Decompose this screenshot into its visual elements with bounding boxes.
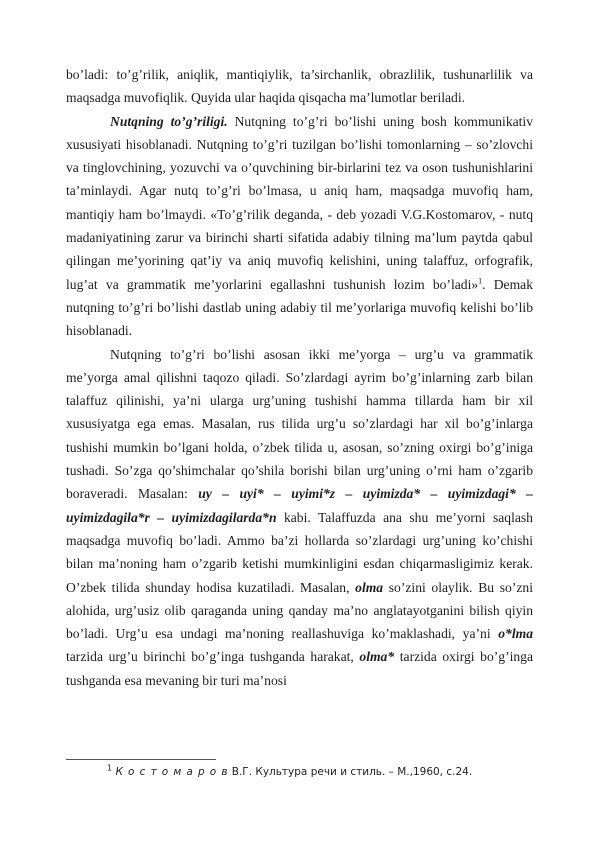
paragraph-text: tarzida urg’u birinchi bo’g’inga tushganda harakat, (66, 649, 360, 665)
paragraph-text: kabi. Talaffuzda ana shu me’yorni saqlash maqsadga muvofiq bo’ladi. Ammo ba’zi hollarda so’zlardagi urg’uning ko’chishi bilan ma’noning ham o’zgarib ketishi mumkinligini esdan chiqarmasligimiz kerak. O’zbek tilida shunday hodisa kuzatiladi. Masalan, (66, 509, 533, 595)
body-text (66, 63, 533, 692)
footnote (107, 763, 473, 778)
paragraph-continuation (66, 63, 533, 110)
paragraph-text: so’zini olaylik. Bu so’zni alohida, urg’usiz olib qaraganda uning qanday ma’no anglatayotganini bilish qiyin bo’ladi. Urg’u esa undagi ma’noning reallashuviga ko’maklashadi, ya’ni (66, 579, 533, 642)
section-heading: Nutqning to’g’riligi. (110, 113, 228, 129)
example-word-olma-first-stress: o*lma (498, 626, 533, 642)
paragraph-text: Nutqning to’g’ri bo’lishi asosan ikki me’yorga – urg’u va grammatik me’yorga amal qilishni taqozo qiladi. So’zlardagi ayrim bo’g’inlarning zarb bilan talaffuz qilinishi, ya’ni ularga urg’uning tushishi hamma tillarda ham bir xil xususiyatga ega emas. Masalan, rus tilida urg’u so’zlardagi har xil bo’g’inlarga tushishi mumkin bo’lgani holda, o’zbek tilida u, asosan, so’zning oxirgi bo’g’iniga tushadi. So’zga qo’shimchalar qo’shila borishi bilan urg’uning o’rni ham o’zgarib boraveradi. Masalan: (66, 346, 533, 502)
paragraph-text: . Demak nutqning to’g’ri bo’lishi dastlab uning adabiy til me’yorlariga muvofiq kelishi bo’lib hisoblanadi. (66, 276, 533, 339)
paragraph-correctness (66, 110, 533, 343)
paragraph-text: Nutqning to’g’ri bo’lishi uning bosh kommunikativ xususiyati hisoblanadi. Nutqning to’g’ri tuzilgan bo’lishi tomonlarning – so’zlovchi va tinglovchining, yozuvchi va o’quvchining bir-birlarini tez va oson tushunishlarini ta’minlaydi. Agar nutq to’g’ri bo’lmasa, u aniq ham, maqsadga muvofiq ham, mantiqiy ham bo’lmaydi. «To’g’rilik deganda, - deb yozadi V.G.Kostomarov, - nutq madaniyatining zarur va birinchi sharti sifatida adabiy tilning ma’lum paytda qabul qilingan me’yorining qat’iy va aniq muvofiq kelishini, uning talaffuz, orfografik, lug’at va grammatik me’yorlarini egallashni tushunish lozim bo’ladi» (66, 113, 534, 292)
footnote-number: 1 (107, 763, 113, 773)
footnote-author: К о с т о м а р о в (115, 766, 229, 778)
footnote-divider (66, 759, 216, 760)
footnote-reference: 1 (478, 276, 483, 286)
paragraph-text: tarzida oxirgi bo’g’inga tushganda esa mevaning bir turi ma’nosi (66, 649, 533, 688)
example-word-olma: olma (355, 579, 384, 595)
example-word-olma-last-stress: olma* (359, 649, 395, 665)
paragraph-stress (66, 343, 533, 692)
footnote-citation: В.Г. Культура речи и стиль. – М.,1960, с.24. (228, 766, 473, 778)
paragraph-text: bo’ladi: to’g’rilik, aniqlik, mantiqiylik, ta’sirchanlik, obrazlilik, tushunarlilik va maqsadga muvofiqlik. Quyida ular haqida qisqacha ma’lumotlar beriladi. (66, 67, 533, 106)
example-words: uy – uyi* – uyimi*z – uyimizda* – uyimizdagi* – uyimizdagila*r – uyimizdagilarda*n (66, 486, 533, 525)
